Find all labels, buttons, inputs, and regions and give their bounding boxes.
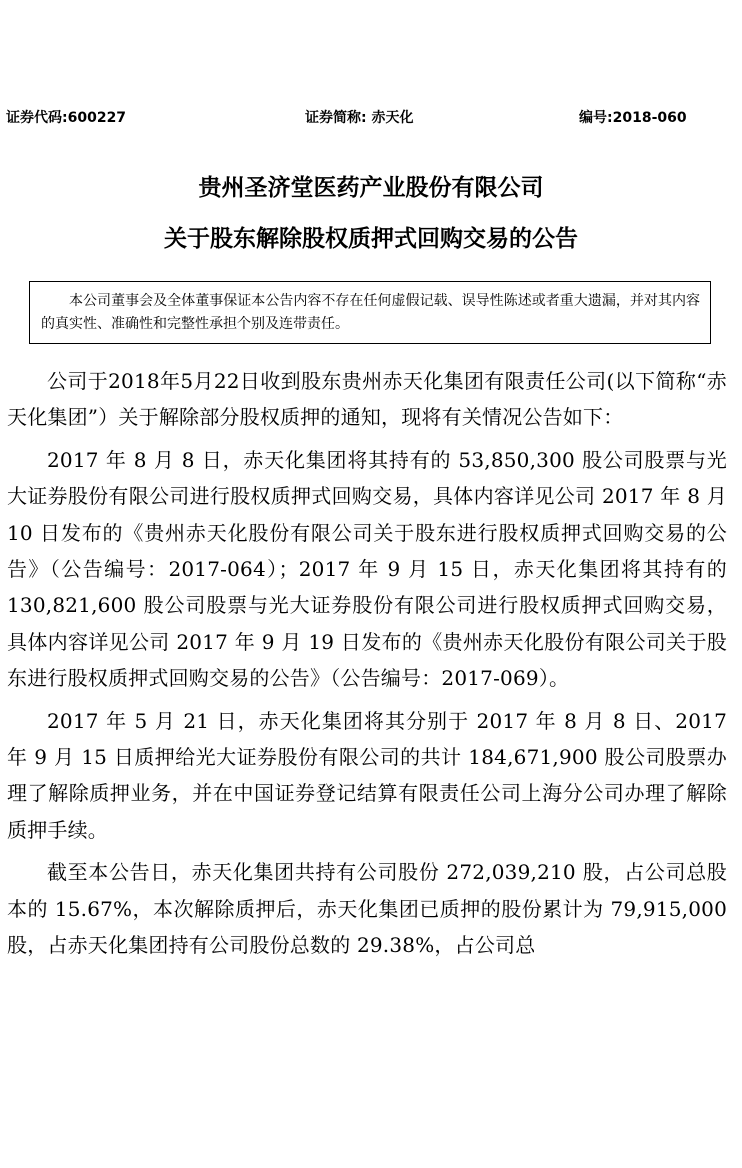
stock-abbreviation: 证券简称: 赤天化 bbox=[305, 110, 414, 126]
announcement-number: 编号:2018-060 bbox=[579, 110, 687, 126]
document-header bbox=[0, 107, 742, 129]
paragraph: 2017 年 5 月 21 日，赤天化集团将其分别于 2017 年 8 月 8 日、2017 年 9 月 15 日质押给光大证券股份有限公司的共计 184,671,900 股公司股票办理了解除质押业务，并在中国证券登记结算有限责任公司上海分公司办理了解除质押手续。 bbox=[7, 708, 727, 842]
disclaimer-box: 本公司董事会及全体董事保证本公告内容不存在任何虚假记载、误导性陈述或者重大遗漏，并对其内容的真实性、准确性和完整性承担个别及连带责任。 bbox=[29, 281, 711, 344]
stock-code: 证券代码:600227 bbox=[6, 110, 127, 126]
paragraph: 截至本公告日，赤天化集团共持有公司股份 272,039,210 股，占公司总股本的 15.67%，本次解除质押后，赤天化集团已质押的股份累计为 79,915,000 股，占赤天化集团持有公司股份总数的 29.38%，占公司总 bbox=[7, 860, 727, 958]
paragraph: 2017 年 8 月 8 日，赤天化集团将其持有的 53,850,300 股公司股票与光大证券股份有限公司进行股权质押式回购交易，具体内容详见公司 2017 年 8 月 10 日发布的《贵州赤天化股份有限公司关于股东进行股权质押式回购交易的公告》（公告编号：2017-064）；2017 年 9 月 15 日，赤天化集团将其持有的 130,821,600 股公司股票与光大证券股份有限公司进行股权质押式回购交易，具体内容详见公司 2017 年 9 月 19 日发布的《贵州赤天化股份有限公司关于股东进行股权质押式回购交易的公告》（公告编号：2017-069）。 bbox=[7, 447, 727, 691]
announcement-title: 关于股东解除股权质押式回购交易的公告 bbox=[164, 226, 578, 252]
paragraph: 公司于2018年5月22日收到股东贵州赤天化集团有限责任公司(以下简称“赤天化集团”）关于解除部分股权质押的通知，现将有关情况公告如下： bbox=[7, 369, 727, 430]
company-title: 贵州圣济堂医药产业股份有限公司 bbox=[198, 175, 544, 201]
announcement-body bbox=[7, 363, 727, 970]
